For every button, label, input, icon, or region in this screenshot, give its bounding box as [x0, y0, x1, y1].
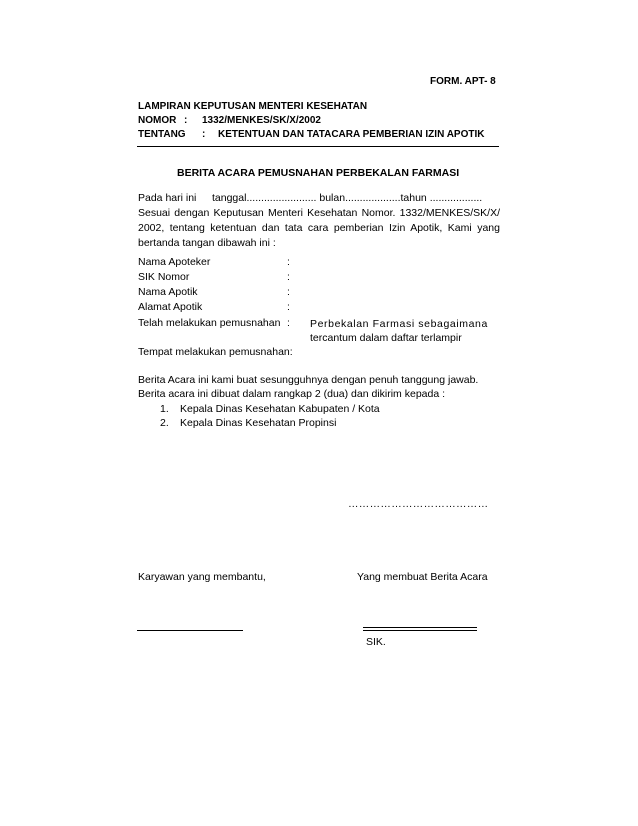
closing-line2: Berita acara ini dibuat dalam rangkap 2 (dua) dan dikirim kepada : [138, 388, 446, 400]
nomor-colon: : [184, 115, 188, 126]
signature-right-line-top [363, 627, 477, 628]
pemusnahan-value-line1: Perbekalan Farmasi sebagaimana [310, 318, 488, 330]
recipient-2-num: 2. [160, 417, 169, 429]
nomor-value: 1332/MENKES/SK/X/2002 [202, 115, 321, 126]
intro-line1-b: tanggal........................ bulan...................tahun .................. [212, 192, 483, 204]
signature-left-line [137, 630, 243, 631]
sik-label: SIK. [366, 636, 386, 648]
field-nama-apoteker-colon: : [287, 256, 290, 268]
tempat-label: Tempat melakukan pemusnahan: [138, 346, 293, 358]
form-code: FORM. APT- 8 [430, 76, 496, 87]
signature-right-label: Yang membuat Berita Acara [357, 571, 488, 583]
field-pemusnahan-colon: : [287, 317, 290, 329]
field-pemusnahan-label: Telah melakukan pemusnahan [138, 317, 281, 329]
field-nama-apoteker-label: Nama Apoteker [138, 256, 211, 268]
tentang-value: KETENTUAN DAN TATACARA PEMBERIAN IZIN APOTIK [218, 129, 485, 140]
intro-line4: bertanda tangan dibawah ini : [138, 237, 276, 249]
field-nama-apotik-label: Nama Apotik [138, 286, 198, 298]
closing-line1: Berita Acara ini kami buat sesungguhnya dengan penuh tanggung jawab. [138, 374, 479, 386]
intro-line3: 2002, tentang ketentuan dan tata cara pemberian Izin Apotik, Kami yang [138, 222, 500, 234]
tentang-colon: : [202, 129, 206, 140]
intro-line1-a: Pada hari ini [138, 192, 197, 204]
tentang-label: TENTANG [138, 129, 186, 140]
recipient-1-num: 1. [160, 403, 169, 415]
field-nama-apotik-colon: : [287, 286, 290, 298]
field-sik-nomor-colon: : [287, 271, 290, 283]
signature-right-line-bottom [363, 630, 477, 631]
document-title: BERITA ACARA PEMUSNAHAN PERBEKALAN FARMASI [177, 167, 460, 179]
intro-line2: Sesuai dengan Keputusan Menteri Kesehatan Nomor. 1332/MENKES/SK/X/ [138, 207, 500, 219]
field-alamat-apotik-label: Alamat Apotik [138, 301, 203, 313]
header-divider [137, 146, 499, 147]
pemusnahan-value-line2: tercantum dalam daftar terlampir [310, 332, 462, 344]
recipient-2-text: Kepala Dinas Kesehatan Propinsi [180, 417, 337, 429]
field-sik-nomor-label: SIK Nomor [138, 271, 190, 283]
field-alamat-apotik-colon: : [287, 301, 290, 313]
place-date-dots: ………………………………… [348, 498, 489, 510]
header-line1: LAMPIRAN KEPUTUSAN MENTERI KESEHATAN [138, 101, 368, 112]
nomor-label: NOMOR [138, 115, 177, 126]
signature-left-label: Karyawan yang membantu, [138, 571, 266, 583]
recipient-1-text: Kepala Dinas Kesehatan Kabupaten / Kota [180, 403, 380, 415]
